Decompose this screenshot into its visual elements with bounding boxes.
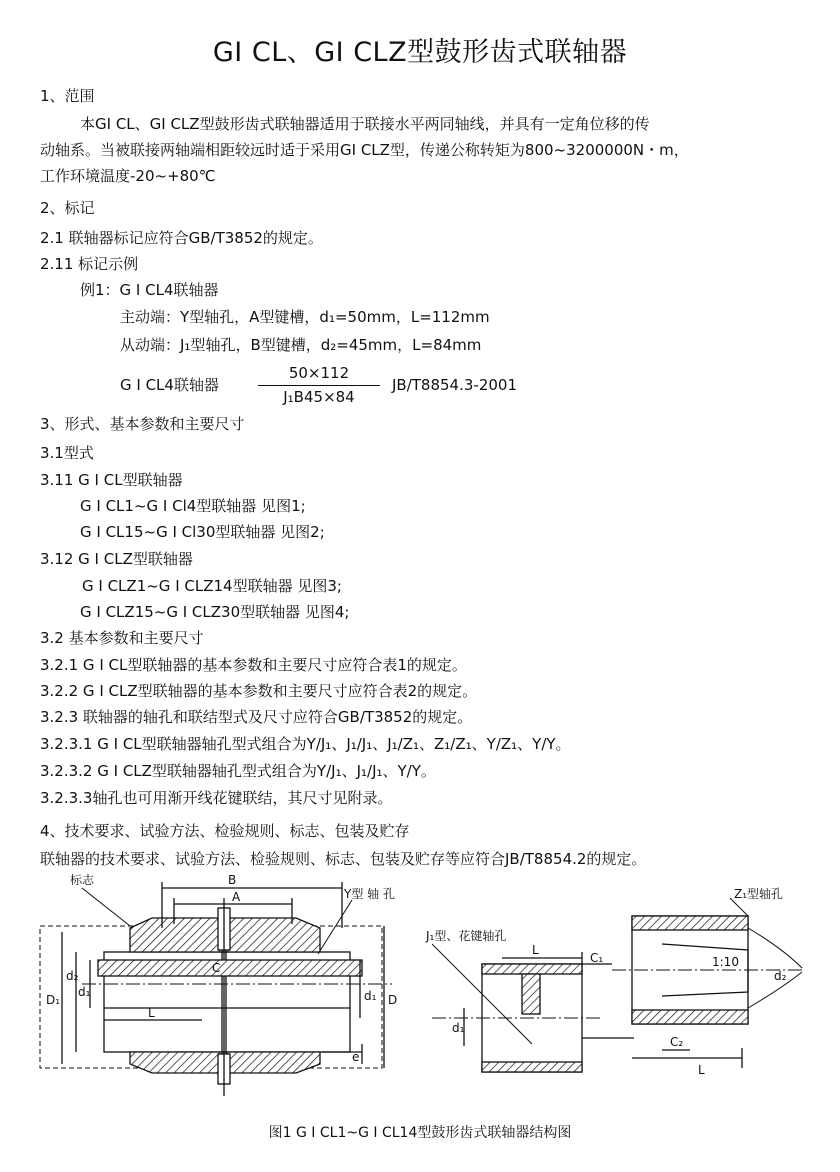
label-d2-left: d₂ bbox=[66, 969, 79, 983]
paragraph-line: 工作环境温度-20~+80℃ bbox=[40, 167, 216, 185]
label-d1-mid: d₁ bbox=[78, 985, 91, 999]
label-dim-l: L bbox=[148, 1006, 155, 1020]
clause-line: 3.2.2 G I CLZ型联轴器的基本参数和主要尺寸应符合表2的规定。 bbox=[40, 682, 478, 700]
fraction-denominator: J₁B45×84 bbox=[283, 388, 355, 406]
z1-bore-view bbox=[612, 898, 802, 1068]
clause-line: 3.11 G I CL型联轴器 bbox=[40, 471, 183, 489]
label-d-big: D bbox=[388, 993, 398, 1007]
coupling-structure-figure bbox=[22, 868, 812, 1118]
clause-line: G I CLZ15~G I CLZ30型联轴器 见图4; bbox=[80, 603, 350, 621]
label-d1-j: d₁ bbox=[452, 1021, 465, 1035]
clause-line: 3.2.3.2 G I CLZ型联轴器轴孔型式组合为Y/J₁、J₁/J₁、Y/Y。 bbox=[40, 762, 436, 780]
label-j1-bore: J₁型、花键轴孔 bbox=[426, 929, 507, 943]
marking-designation: G I CL4联轴器 bbox=[120, 376, 219, 394]
label-z1-bore: Z₁型轴孔 bbox=[734, 887, 784, 901]
label-dim-e: e bbox=[352, 1050, 360, 1064]
label-d-mid: d₁ bbox=[364, 989, 377, 1003]
label-c1: C₁ bbox=[590, 951, 604, 965]
clause-line: 2.11 标记示例 bbox=[40, 255, 139, 273]
paragraph-line: 动轴系。当被联接两轴端相距较远时适于采用GI CLZ型，传递公称转矩为800~3200000N・m， bbox=[40, 141, 689, 159]
label-dim-c: C bbox=[212, 961, 221, 975]
label-taper: 1:10 bbox=[712, 955, 739, 969]
j1-bore-view bbox=[432, 944, 634, 1072]
middle-view-labels bbox=[425, 928, 603, 1035]
paragraph-line: 本GI CL、GI CLZ型鼓形齿式联轴器适用于联接水平两同轴线，并具有一定角位移的传 bbox=[80, 115, 650, 133]
example-line: 例1：G I CL4联轴器 bbox=[80, 281, 219, 299]
page-title: GI CL、GI CLZ型鼓形齿式联轴器 bbox=[212, 37, 628, 68]
example-line: 主动端：Y型轴孔，A型键槽，d₁=50mm，L=112mm bbox=[120, 308, 490, 326]
coupling-section-view bbox=[40, 882, 392, 1096]
clause-line: 3.12 G I CLZ型联轴器 bbox=[40, 550, 193, 568]
marking-fraction bbox=[258, 363, 380, 407]
section-3-heading: 3、形式、基本参数和主要尺寸 bbox=[40, 415, 245, 433]
clause-line: 3.1型式 bbox=[40, 444, 94, 462]
clause-line: 3.2 基本参数和主要尺寸 bbox=[40, 629, 204, 647]
label-dim-a: A bbox=[232, 890, 241, 904]
clause-line: 2.1 联轴器标记应符合GB/T3852的规定。 bbox=[40, 229, 323, 247]
clause-line: 3.2.1 G I CL型联轴器的基本参数和主要尺寸应符合表1的规定。 bbox=[40, 656, 467, 674]
marking-standard: JB/T8854.3-2001 bbox=[392, 376, 518, 394]
clause-line: 3.2.3.1 G I CL型联轴器轴孔型式组合为Y/J₁、J₁/J₁、J₁/Z₁、Z₁/Z₁、Y/Z₁、Y/Y。 bbox=[40, 735, 571, 753]
figure-caption: 图1 G I CL1~G I CL14型鼓形齿式联轴器结构图 bbox=[268, 1125, 572, 1141]
label-dz: d₂ bbox=[774, 969, 787, 983]
section-2-heading: 2、标记 bbox=[40, 199, 95, 217]
right-view-labels bbox=[670, 886, 787, 1077]
clause-line: G I CL1~G I Cl4型联轴器 见图1; bbox=[80, 497, 306, 515]
example-line: 从动端：J₁型轴孔，B型键槽，d₂=45mm，L=84mm bbox=[120, 336, 482, 354]
label-d1-left: D₁ bbox=[46, 993, 61, 1007]
label-l-right: L bbox=[698, 1063, 705, 1077]
label-dim-b: B bbox=[228, 873, 237, 887]
clause-line: 3.2.3.3轴孔也可用渐开线花键联结，其尺寸见附录。 bbox=[40, 789, 393, 807]
fraction-bar bbox=[258, 385, 380, 386]
label-l-mid: L bbox=[532, 943, 539, 957]
clause-line: G I CLZ1~G I CLZ14型联轴器 见图3; bbox=[82, 577, 342, 595]
clause-line: G I CL15~G I Cl30型联轴器 见图2; bbox=[80, 523, 325, 541]
label-mark: 标志 bbox=[70, 873, 95, 887]
section-4-heading: 4、技术要求、试验方法、检验规则、标志、包装及贮存 bbox=[40, 822, 410, 840]
paragraph-line: 联轴器的技术要求、试验方法、检验规则、标志、包装及贮存等应符合JB/T8854.2的规定。 bbox=[40, 850, 647, 868]
label-y-bore: Y型 轴 孔 bbox=[344, 887, 395, 901]
section-1-heading: 1、范围 bbox=[40, 87, 95, 105]
fraction-numerator: 50×112 bbox=[288, 364, 350, 382]
clause-line: 3.2.3 联轴器的轴孔和联结型式及尺寸应符合GB/T3852的规定。 bbox=[40, 708, 473, 726]
label-c2: C₂ bbox=[670, 1035, 684, 1049]
